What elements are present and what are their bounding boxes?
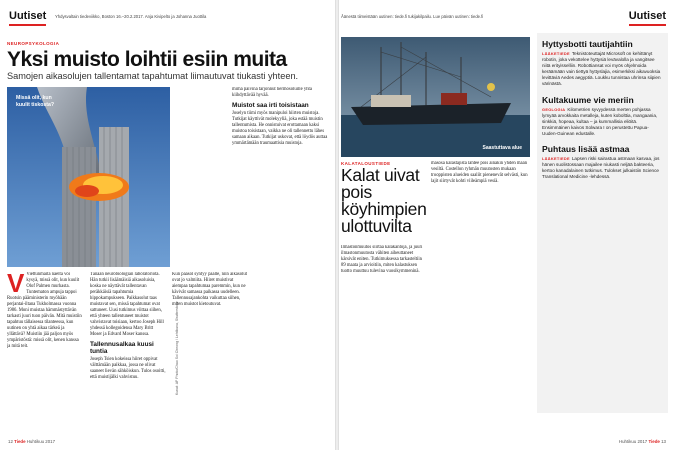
article-column-3: Kun pääsol syntyy päälle, niin aikasolut ovat jo valmiita. Hiiret muistivat aiempaa tapahtumaa paremmin, kun ne kävivät samassa paikassa uudelleen. Tallennusajankohta vaikuttaa siihen, miten muistot kietoutuvat. xyxy=(172,272,247,307)
left-page xyxy=(0,0,335,450)
sidebar-title: Hyttysbotti tautijahtiin xyxy=(542,39,633,49)
section-label: Uutiset xyxy=(9,10,46,30)
column-subhead: Tallennusalkaa kuusi tuntia xyxy=(90,341,154,356)
left-footer: 12 Tiede Huhtikuu 2017 xyxy=(8,439,56,444)
running-header: Åänestä tiimeistään uutinen: tiede.fi tukijakilpailu. Lue päivän uutinen: tiede.fi xyxy=(341,14,484,19)
right-page xyxy=(339,0,674,450)
article-kicker: NEUROPSYKOLOGIA xyxy=(7,41,60,46)
article-kicker: KALATALOUSTIEDE xyxy=(341,161,391,166)
column-subhead: Muistot saa irti toisistaan xyxy=(232,102,309,109)
sidebar-body: LÄÄKETIEDE Teknistoteuttajät Microsoft on kehittänyt robotin, joka vekottelee hyttysiä levävalolla ja vangitsee niitä erityisselliin. Robottiansat voi myös ohjelmoida keräämään vain tiettyä hyttyslajia, esimerkiksi aikavuoksia levittäviä Aedes aegyptiä. Loukku tunnistaa uhrinsa siipien värinästä. xyxy=(542,51,661,87)
sidebar-body: LÄÄKETIEDE Lapsen riski sairastua astmaan kasvaa, jos hänen suolistossaan majailee niukasti neljää bakteeria, kertoo kanadalainen tutkimus. Tulokset julkaistiin Science Translational Medicine -lehdessä. xyxy=(542,156,660,180)
wtc-photo xyxy=(7,87,170,267)
wtc-photo-illustration xyxy=(7,87,170,267)
photo-caption: Saastuttava alue xyxy=(482,145,522,151)
article-column-2: Tänään neurobiologian laboratoriota. Hän tutkii lisäämäisiä aikasoluisia, koska ne näyttävät tallentavan peräkkäisiä tapahtumia hippokampukseen. Paikkasolut taas muistavat sen, missä tapahtumat ovat sattuneet. Uusi tutkimus viittaa siihen, että yhteen tallentuneet muistot vahvistavat toisiaan, kertoo Joseph Hill yhdessä kollegoidensa Mary Britt Moser ja Edvard Moser kanssa. Tallennusalkaa kuusi tuntia Joseph Tsien kokeissa hiiret oppivat välttämään paikkaa, jossa ne olivat saaneet lievän sähköiskun. Tulos osoitti, että muistijälki vahvistuu. xyxy=(90,272,166,381)
article-column-1: V Viettunmaita näeltä voi kysyä, missä olit, kun kuulit Olof Palmen murhasta. Tuntematon ampuja tappoi Ruotsin pääministerin myöhään perjantai-iltana Tukholmassa vuonna 1986. Moni muistaa hämmästyttävän tarkasti juuri tuon päivän. Mitä muistiin tapahtuu tällaisessa tilanteessa, kun uutinen on yhtä aikaa tärkeä ja yllättävä? Muistiin jää paljon myös ympäristöstä: missä olit, kenen kanssa ja mitä teit. xyxy=(7,272,82,349)
fishing-boat-photo xyxy=(341,37,530,157)
section-label: Uutiset xyxy=(629,10,666,30)
sidebar-body: GEOLOGIA Kilometrien syvyydessä merten pohjassa lymyää arvokkaita metalleja, kuten kobolttia, mangaania, sinkkiä, hopeaa, kultaa – ja kummallisia eliöitä. Ensimmäinen kaivos Solwara I on perustettu Papua-Uuden-Guinean edustalle. xyxy=(542,106,658,136)
article-deck: Samojen aikasolujen tallentamat tapahtumat liimautuvat tiukasti yhteen. xyxy=(7,71,299,81)
article-column-4: mimä päivinä tarjonnut hermosoluille yhtä kiihdyttävää hyvää. Muistot saa irti toisistaan Joselyn tiimi myös manipuloi hiirten muistoja. Tutkijat käyttivät molekyyliä, joka estää muistin tallentumista. He onnistuivat erottamaan kaksi muistoa toisistaan, vaikka ne oli tallennettu lähes samaan aikaan. Tutkijat uskovat, että löydös auttaa ymmärtämään traumaattisia muistoja. xyxy=(232,87,328,147)
article-headline: Kalat uivat pois köyhimpien ulottuvilta xyxy=(341,165,427,236)
photo-credit: Kuvat: AP Photo/Chao Soi Cheong / Lehtikuva, Shutterstock xyxy=(175,301,179,395)
sidebar-title: Kultakuume vie meriin xyxy=(542,94,634,105)
article-column-2: masosa kalastajista lähtee pois ainakin yhden maan vesiltä. Costellon ryhmän muutosten mukaan trooppisten alueiden saaliit pienenevät selvästi, kun lajit siirtyvät kohti viileämpiä vesiä. xyxy=(431,161,528,184)
fishing-boat-illustration xyxy=(341,37,530,157)
running-header: Yhdysvaltain tiedeviikko, Boston 16.–20.2.2017. Anja Kivipelto ja Johanna Juottila xyxy=(55,14,207,19)
article-column-1: Ilmastonmuutos siirtää kalakantoja, ja juuri ilmastonmuutosta vähiten aiheuttaneet kärsivät eniten. Tutkimuksessa tarkasteltiin 89 maata ja arvioitiin, miten kalastuksen tuotto muuttuu tulevina vuosikymmeninä. xyxy=(341,245,423,274)
news-sidebar xyxy=(537,33,668,413)
sidebar-title: Puhtaus lisää astmaa xyxy=(542,144,630,155)
dropcap: V xyxy=(7,272,25,298)
photo-caption: Missä olit, kun kuulit tiskosta? xyxy=(16,95,55,108)
article-headline: Yksi muisto loihtii esiin muita xyxy=(7,48,287,71)
right-footer: Huhtikuu 2017 Tiede 13 xyxy=(618,439,666,444)
